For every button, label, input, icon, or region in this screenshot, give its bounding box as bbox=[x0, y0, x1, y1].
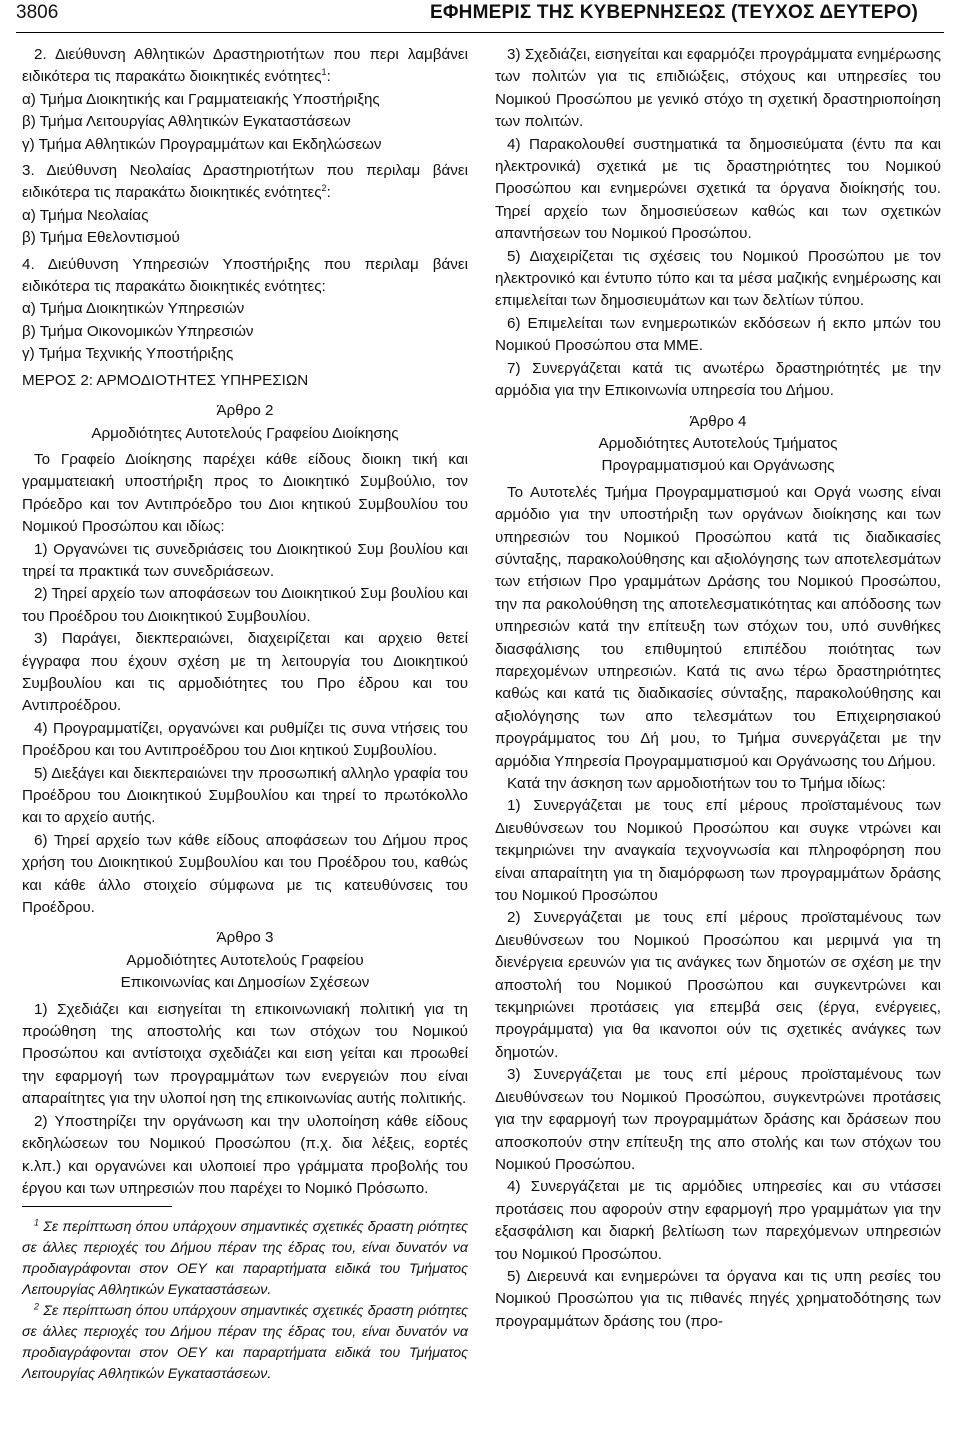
article-4-subtitle-line-1: Αρμοδιότητες Αυτοτελούς Τμήματος bbox=[598, 434, 838, 452]
article-2-item-2: 2) Τηρεί αρχείο των αποφάσεων του Διοικητικού Συμ βουλίου και του Προέδρου του Διοικητικού Συμβουλίου. bbox=[22, 585, 468, 625]
article-3-item-2: 2) Υποστηρίζει την οργάνωση και την υλοποίηση κάθε είδους εκδηλώσεων του Νομικού Προσώπου (π.χ. δια λέξεις, εορτές κ.λπ.) και οργανώνει και υλοποιεί προ γράμματα προβολής του έργου και των υπηρεσιών που παρέχει το Νομικό Πρόσωπο. bbox=[22, 1112, 468, 1197]
section-2-intro-colon: : bbox=[326, 68, 331, 86]
section-3-intro bbox=[22, 160, 468, 205]
footnote-1 bbox=[22, 1217, 468, 1301]
article-2-item-3: 3) Παράγει, διεκπεραιώνει, διαχειρίζεται και αρχειο θετεί έγγραφα που έχουν σχέση με τη λειτουργία του Διοικητικού Συμβουλίου και τις αρμοδιότητες του Προ έδρου και του Αντιπροέδρου. bbox=[22, 630, 468, 715]
list-item: α) Τμήμα Διοικητικής και Γραμματειακής Υποστήριξης bbox=[22, 90, 380, 108]
article-3-item-4: 4) Παρακολουθεί συστηματικά τα δημοσιεύματα (έντυ πα και ηλεκτρονικά) σχετικά με τις δραστηριότητες του Νομικού Προσώπου και ενημερώνει σχετικά τα όργανα διοίκησής του. Τηρεί αρχείο των δημοσιεύσεων καθώς και των σχετικών απαντήσεων του Νομικού Προσώπου. bbox=[495, 135, 941, 243]
footnote-2-text: Σε περίπτωση όπου υπάρχουν σημαντικές σχετικές δραστη ριότητες σε άλλες περιοχές του Δήμου πέραν της έδρας του, είναι δυνατόν να προδιαγράφονται στον ΟΕΥ και παραρτήματα ειδικά του Τμήματος Λειτουργίας Αθλητικών Εγκαταστάσεων. bbox=[22, 1303, 468, 1383]
footnote-1-text: Σε περίπτωση όπου υπάρχουν σημαντικές σχετικές δραστη ριότητες σε άλλες περιοχές του Δήμου πέραν της έδρας του, είναι δυνατόν να προδιαγράφονται στον ΟΕΥ και παραρτήματα ειδικά του Τμήματος Λειτουργίας Αθλητικών Εγκαταστάσεων. bbox=[22, 1219, 468, 1299]
article-3-item-6: 6) Επιμελείται των ενημερωτικών εκδόσεων ή εκπο μπών του Νομικού Προσώπου στα ΜΜΕ. bbox=[495, 314, 941, 355]
article-4-title: Άρθρο 4 bbox=[689, 412, 747, 430]
article-4-item-3: 3) Συνεργάζεται με τους επί μέρους προϊσταμένους των Διευθύνσεων του Νομικού Προσώπου, συγκεντρώνει προτάσεις για την εφαρμογή των προγραμμάτων δράσης και δράσεων που αποσκοπούν στην επίτευξη της απο στολής και των στόχων του Νομικού Προσώπου. bbox=[495, 1066, 941, 1173]
article-2-subtitle: Αρμοδιότητες Αυτοτελούς Γραφείου Διοίκησης bbox=[91, 424, 399, 442]
article-2-intro: Το Γραφείο Διοίκησης παρέχει κάθε είδους διοικη τική και γραμματειακή υποστήριξη προς το Διοικητικό Συμβούλιο, τον Πρόεδρο και τον Αντιπρόεδρο του Διοι κητικού Συμβουλίου του Νομικού Προσώπου και ιδίως: bbox=[22, 450, 468, 536]
list-item: β) Τμήμα Οικονομικών Υπηρεσιών bbox=[22, 322, 254, 340]
article-2-item-4: 4) Προγραμματίζει, οργανώνει και ρυθμίζει τις συνα ντήσεις του Προέδρου και του Αντιπροέδρου του Διοι κητικού Συμβουλίου. bbox=[22, 719, 468, 760]
article-4-lead: Κατά την άσκηση των αρμοδιοτήτων του το Τμήμα ιδίως: bbox=[507, 775, 886, 792]
article-2-item-6: 6) Τηρεί αρχείο των κάθε είδους αποφάσεων του Δήμου προς χρήση του Διοικητικού Συμβουλίου και του Προέδρου του, καθώς και κάθε άλλο στοιχείο σύμφωνα με τις κατευθύνσεις του Προέδρου. bbox=[22, 831, 468, 917]
page-header bbox=[16, 0, 944, 33]
list-item: β) Τμήμα Λειτουργίας Αθλητικών Εγκαταστάσεων bbox=[22, 113, 351, 131]
page-number: 3806 bbox=[16, 2, 59, 23]
footnote-ref-2: 2 bbox=[321, 183, 327, 194]
article-4-item-5: 5) Διερευνά και ενημερώνει τα όργανα και τις υπη ρεσίες του Νομικού Προσώπου για τις πιθανές πηγές χρηματοδότησης των προγραμμάτων δράσης του (προ- bbox=[495, 1267, 941, 1330]
part-2-heading: ΜΕΡΟΣ 2: ΑΡΜΟΔΙΟΤΗΤΕΣ ΥΠΗΡΕΣΙΩΝ bbox=[22, 371, 309, 389]
list-item: β) Τμήμα Εθελοντισμού bbox=[22, 229, 180, 247]
article-4-item-1: 1) Συνεργάζεται με τους επί μέρους προϊσταμένους των Διευθύνσεων του Νομικού Προσώπου και συγκε ντρώνει και τεκμηριώνει την αναγκαία τεχνογνωσία και πληροφόρηση που είναι απαραίτητη για τη διαμόρφωση των προγραμμάτων δράσης του Νομικού Προσώπου bbox=[495, 797, 941, 905]
list-item: α) Τμήμα Νεολαίας bbox=[22, 206, 149, 224]
article-4-item-4: 4) Συνεργάζεται με τις αρμόδιες υπηρεσίες και συ ντάσσει προτάσεις που αφορούν στην εφαρμογή προ γραμμάτων για την εξασφάλιση και διαρκή βελτίωση των παρεχόμενων υπηρεσιών του Νομικού Προσώπου. bbox=[495, 1178, 941, 1263]
article-2-item-1: 1) Οργανώνει τις συνεδριάσεις του Διοικητικού Συμ βουλίου και τηρεί τα πρακτικά των συνεδριάσεων. bbox=[22, 540, 468, 580]
footnote-divider bbox=[22, 1206, 172, 1217]
article-3-title: Άρθρο 3 bbox=[216, 929, 274, 947]
right-column bbox=[495, 44, 941, 1333]
section-2-intro bbox=[22, 44, 468, 89]
footnote-1-mark: 1 bbox=[34, 1217, 40, 1228]
section-3-intro-colon: : bbox=[326, 184, 331, 202]
article-3-subtitle-line-2: Επικοινωνίας και Δημοσίων Σχέσεων bbox=[120, 974, 370, 992]
section-2-intro-text: 2. Διεύθυνση Αθλητικών Δραστηριοτήτων που περι λαμβάνει ειδικότερα τις παρακάτω διοικητικές ενότητες bbox=[22, 46, 468, 86]
list-item: γ) Τμήμα Αθλητικών Προγραμμάτων και Εκδηλώσεων bbox=[22, 135, 382, 153]
left-column bbox=[22, 44, 468, 1385]
gazette-title: ΕΦΗΜΕΡΙΣ ΤΗΣ ΚΥΒΕΡΝΗΣΕΩΣ (ΤΕΥΧΟΣ ΔΕΥΤΕΡΟ) bbox=[430, 2, 918, 23]
article-3-subtitle-line-1: Αρμοδιότητες Αυτοτελούς Γραφείου bbox=[126, 951, 364, 969]
section-4-intro: 4. Διεύθυνση Υπηρεσιών Υποστήριξης που περιλαμ βάνει ειδικότερα τις παρακάτω διοικητικές ενότητες: bbox=[22, 255, 468, 296]
article-2-item-5: 5) Διεξάγει και διεκπεραιώνει την προσωπική αλληλο γραφία του Προέδρου του Διοικητικού Συμβουλίου και τηρεί το πρωτόκολλο και το αρχείο αυτής. bbox=[22, 764, 468, 827]
list-item: α) Τμήμα Διοικητικών Υπηρεσιών bbox=[22, 300, 245, 318]
footnote-2-mark: 2 bbox=[34, 1301, 40, 1312]
footnote-2 bbox=[22, 1301, 468, 1385]
article-3-item-7: 7) Συνεργάζεται κατά τις ανωτέρω δραστηριότητές με την αρμόδια για την Επικοινωνία υπηρεσία του Δήμου. bbox=[495, 359, 941, 400]
article-4-intro: Το Αυτοτελές Τμήμα Προγραμματισμού και Οργά νωσης είναι αρμόδιο για την υποστήριξη των οργάνων διοίκησης και των υπηρεσιών του Νομικού Προσώπου κατά τις διαδικασίες σύνταξης, παρακολούθησης και αξιολόγησης των αποτελεσμάτων των ετήσιων Προ γραμμάτων Δράσης του Νομικού Προσώπου, την πα ρακολούθηση της αποτελεσματικότητας και απόδοσης των υπηρεσιών κατά την επίτευξη των στόχων του, υπό συνθήκες διασφάλισης του επιθυμητού επιπέδου ποιότητας των παρεχομένων υπηρεσιών. Κατά τις ανω τέρω δραστηριότητες καθώς και κατά τις διαδικασίες σύνταξης, παρακολούθησης και αξιολόγησης των απο τελεσμάτων του Επιχειρησιακού προγράμματος του Δή μου, το Τμήμα συνεργάζεται με την αρμόδια Υπηρεσία Προγραμματισμού και Οργάνωσης του Δήμου. bbox=[495, 483, 941, 770]
section-3-intro-text: 3. Διεύθυνση Νεολαίας Δραστηριοτήτων που περιλαμ βάνει ειδικότερα τις παρακάτω διοικητικές ενότητες bbox=[22, 162, 468, 202]
article-3-item-3: 3) Σχεδιάζει, εισηγείται και εφαρμόζει προγράμματα ενημέρωσης των πολιτών για τις επιδιώξεις, στόχους και υπηρεσίες του Νομικού Προσώπου με γενικό στόχο τη σχετική δραστηριοποίηση των πολιτών. bbox=[495, 46, 941, 131]
article-4-item-2: 2) Συνεργάζεται με τους επί μέρους προϊσταμένους των Διευθύνσεων του Νομικού Προσώπου και μεριμνά για τη διενέργεια ερευνών για τις ανάγκες των δημοτών σε σχέση με την αποστολή του Νομικού Προσώπου και συγκεντρώνει και τεκμηριώνει προτάσεις για επεμβά σεις (έργα, ενέργειες, προγράμματα) για θα ικανοποι ούν τις σχετικές ανάγκες των δημοτών. bbox=[495, 909, 941, 1061]
article-2-title: Άρθρο 2 bbox=[216, 402, 274, 420]
list-item: γ) Τμήμα Τεχνικής Υποστήριξης bbox=[22, 345, 234, 363]
footnote-ref-1: 1 bbox=[321, 67, 327, 78]
article-3-item-5: 5) Διαχειρίζεται τις σχέσεις του Νομικού Προσώπου με τον ηλεκτρονικό και έντυπο τύπο και τα μέσα μαζικής ενημέρωσης και επιμελείται των δημοσιευμάτων και των δελτίων τύπου. bbox=[495, 247, 941, 310]
article-4-subtitle-line-2: Προγραμματισμού και Οργάνωσης bbox=[601, 457, 835, 475]
article-3-item-1: 1) Σχεδιάζει και εισηγείται τη επικοινωνιακή πολιτική για τη προώθηση της αποστολής και των στόχων του Νομικού Προσώπου και αντίστοιχα σχεδιάζει και ειση γείται και προωθεί την εφαρμογή των προγραμμάτων των ενεργειών που είναι απαραίτητες για την υλοποί ηση της επικοινωνίας αυτής πολιτικής. bbox=[22, 1000, 468, 1108]
